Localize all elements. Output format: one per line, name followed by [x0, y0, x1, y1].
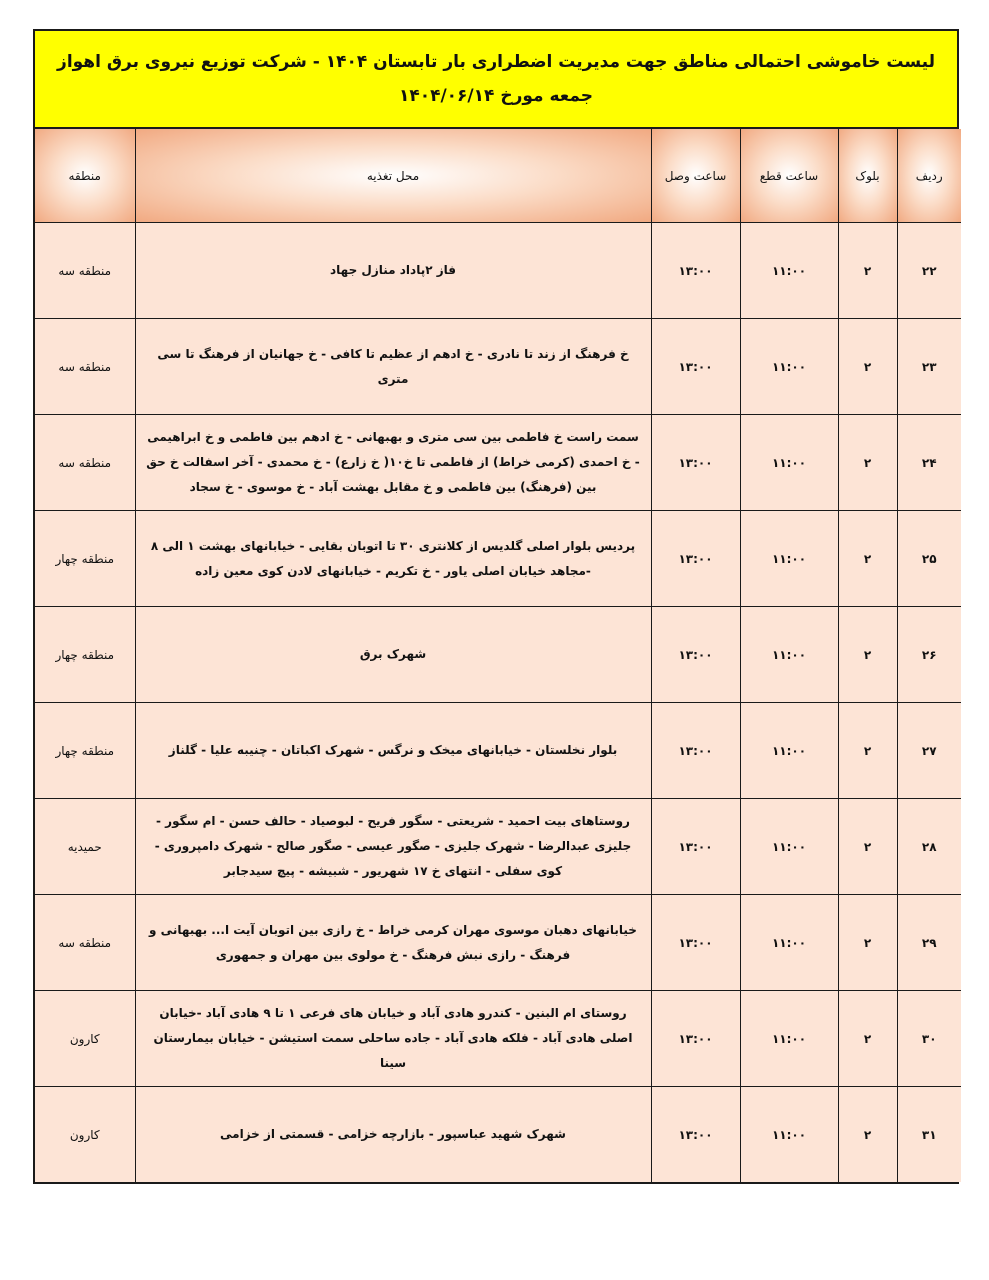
table-row	[35, 415, 961, 511]
table-row	[35, 319, 961, 415]
on-time-cell: ۱۳:۰۰	[651, 511, 740, 607]
on-time-cell: ۱۳:۰۰	[651, 319, 740, 415]
title-banner	[35, 31, 957, 129]
row-number: ۲۵	[897, 511, 961, 607]
block-cell: ۲	[838, 511, 897, 607]
document-title: لیست خاموشی احتمالی مناطق جهت مدیریت اضطراری بار تابستان ۱۴۰۴ - شرکت توزیع نیروی برق اهواز	[57, 52, 935, 72]
off-time-cell: ۱۱:۰۰	[740, 799, 838, 895]
row-number: ۲۳	[897, 319, 961, 415]
header-row-number: ردیف	[897, 129, 961, 223]
off-time-cell: ۱۱:۰۰	[740, 991, 838, 1087]
row-number: ۲۲	[897, 223, 961, 319]
region-cell: منطقه چهار	[35, 703, 135, 799]
table-row	[35, 799, 961, 895]
header-feed-location: محل تغذیه	[135, 129, 651, 223]
outage-schedule-document	[33, 29, 959, 1184]
feed-location-cell: شهرک برق	[135, 607, 651, 703]
on-time-cell: ۱۳:۰۰	[651, 895, 740, 991]
row-number: ۲۷	[897, 703, 961, 799]
feed-location-cell: فاز ۲پاداد منازل جهاد	[135, 223, 651, 319]
off-time-cell: ۱۱:۰۰	[740, 511, 838, 607]
feed-location-cell: خ فرهنگ از زند تا نادری - خ ادهم از عظیم تا کافی - خ جهانیان از فرهنگ تا سی متری	[135, 319, 651, 415]
feed-location-cell: شهرک شهید عباسپور - بازارچه خزامی - قسمتی از خزامی	[135, 1087, 651, 1183]
row-number: ۲۶	[897, 607, 961, 703]
region-cell: منطقه سه	[35, 223, 135, 319]
table-row	[35, 607, 961, 703]
table-header-row	[35, 129, 961, 223]
block-cell: ۲	[838, 223, 897, 319]
region-cell: کارون	[35, 1087, 135, 1183]
row-number: ۳۱	[897, 1087, 961, 1183]
feed-location-cell: خیابانهای دهبان موسوی مهران کرمی خراط - خ رازی بین اتوبان آیت ا... بهبهانی و فرهنگ - رازی نبش فرهنگ - خ مولوی بین مهران و جمهوری	[135, 895, 651, 991]
feed-location-cell: روستای ام البنین - کندرو هادی آباد و خیابان های فرعی ۱ تا ۹ هادی آباد -خیابان اصلی هادی آباد - فلکه هادی آباد - جاده ساحلی سمت استیشن - خیابان بیمارستان سینا	[135, 991, 651, 1087]
region-cell: منطقه چهار	[35, 607, 135, 703]
header-block: بلوک	[838, 129, 897, 223]
header-off-time: ساعت قطع	[740, 129, 838, 223]
on-time-cell: ۱۳:۰۰	[651, 991, 740, 1087]
header-on-time: ساعت وصل	[651, 129, 740, 223]
block-cell: ۲	[838, 1087, 897, 1183]
off-time-cell: ۱۱:۰۰	[740, 1087, 838, 1183]
feed-location-cell: روستاهای بیت احمید - شریعتی - سگور فریح - لبوصیاد - حالف حسن - ام سگور - جلیزی عبدالرضا - شهرک جلیزی - صگور عیسی - صگور صالح - شهرک دامپروری - کوی سفلی - انتهای خ ۱۷ شهریور - شبیشه - پیچ سیدجابر	[135, 799, 651, 895]
off-time-cell: ۱۱:۰۰	[740, 415, 838, 511]
row-number: ۳۰	[897, 991, 961, 1087]
block-cell: ۲	[838, 415, 897, 511]
table-row	[35, 703, 961, 799]
region-cell: منطقه سه	[35, 415, 135, 511]
block-cell: ۲	[838, 319, 897, 415]
feed-location-cell: بلوار نخلستان - خیابانهای میخک و نرگس - شهرک اکباتان - چنیبه علیا - گلناز	[135, 703, 651, 799]
feed-location-cell: پردیس بلوار اصلی گلدیس از کلانتری ۳۰ تا اتوبان بقایی - خیابانهای بهشت ۱ الی ۸ -مجاهد خیابان اصلی یاور - خ تکریم - خیابانهای لادن کوی معین زاده	[135, 511, 651, 607]
feed-location-cell: سمت راست خ فاطمی بین سی متری و بهبهانی - خ ادهم بین فاطمی و خ ابراهیمی - خ احمدی (کرمی خراط) از فاطمی تا خ۱۰( خ زارع) - خ محمدی - آخر اسفالت خ حق بین (فرهنگ) بین فاطمی و خ مقابل بهشت آباد - خ موسوی - خ سجاد	[135, 415, 651, 511]
off-time-cell: ۱۱:۰۰	[740, 319, 838, 415]
table-row	[35, 223, 961, 319]
off-time-cell: ۱۱:۰۰	[740, 703, 838, 799]
block-cell: ۲	[838, 607, 897, 703]
block-cell: ۲	[838, 895, 897, 991]
table-row	[35, 991, 961, 1087]
on-time-cell: ۱۳:۰۰	[651, 799, 740, 895]
table-row	[35, 511, 961, 607]
document-date: جمعه مورخ ۱۴۰۴/۰۶/۱۴	[398, 86, 594, 106]
on-time-cell: ۱۳:۰۰	[651, 415, 740, 511]
row-number: ۲۹	[897, 895, 961, 991]
table-row	[35, 1087, 961, 1183]
region-cell: منطقه سه	[35, 319, 135, 415]
block-cell: ۲	[838, 991, 897, 1087]
on-time-cell: ۱۳:۰۰	[651, 1087, 740, 1183]
off-time-cell: ۱۱:۰۰	[740, 895, 838, 991]
off-time-cell: ۱۱:۰۰	[740, 607, 838, 703]
outage-table	[35, 129, 961, 1182]
row-number: ۲۴	[897, 415, 961, 511]
off-time-cell: ۱۱:۰۰	[740, 223, 838, 319]
region-cell: حمیدیه	[35, 799, 135, 895]
region-cell: منطقه سه	[35, 895, 135, 991]
on-time-cell: ۱۳:۰۰	[651, 223, 740, 319]
block-cell: ۲	[838, 799, 897, 895]
row-number: ۲۸	[897, 799, 961, 895]
region-cell: کارون	[35, 991, 135, 1087]
region-cell: منطقه چهار	[35, 511, 135, 607]
on-time-cell: ۱۳:۰۰	[651, 607, 740, 703]
on-time-cell: ۱۳:۰۰	[651, 703, 740, 799]
header-region: منطقه	[35, 129, 135, 223]
table-row	[35, 895, 961, 991]
block-cell: ۲	[838, 703, 897, 799]
